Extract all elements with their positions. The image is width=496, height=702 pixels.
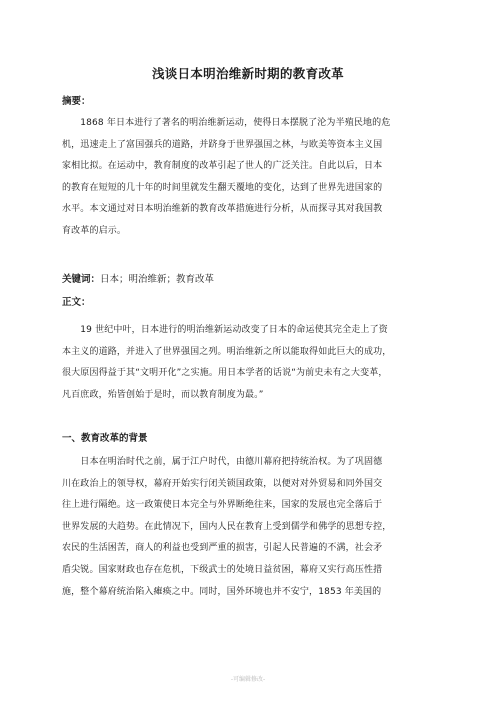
- text-line: 往上进行隔绝。这一政策使日本完全与外界断绝往来，国家的发展也完全落后于: [62, 500, 383, 511]
- text-line: 机，迅速走上了富国强兵的道路，并跻身于世界强国之林，与欧美等资本主义国: [62, 139, 383, 150]
- text-line: 很大原因得益于其“文明开化”之实施。用日本学者的话说“为前史未有之大变革，: [62, 368, 388, 379]
- keywords-label: 关键词：: [62, 274, 101, 285]
- intro-paragraph: [62, 320, 434, 406]
- document-title: 浅谈日本明治维新时期的教育改革: [151, 66, 344, 81]
- abstract-paragraph: [62, 113, 434, 243]
- text-line: 日本在明治时代之前，属于江户时代，由德川幕府把持统治权。为了巩固德: [62, 457, 383, 467]
- text-line: 育改革的启示。: [62, 225, 127, 236]
- page-footer: -可编辑修改-: [230, 676, 266, 683]
- text-line: 农民的生活困苦，商人的利益也受到严重的损害，引起人民普遍的不满，社会矛: [62, 543, 383, 554]
- text-line: 的教育在短短的几十年的时间里就发生翻天覆地的变化，达到了世界先进国家的: [62, 182, 383, 193]
- text-line: 家相比拟。在运动中，教育制度的改革引起了世人的广泛关注。自此以后，日本: [62, 161, 383, 172]
- text-line: 施，整个幕府统治陷入瘫痪之中。同时，国外环境也并不安宁，1853 年美国的: [62, 586, 382, 597]
- abstract-label: 摘要：: [62, 96, 91, 107]
- section-heading: 一、教育改革的背景: [62, 433, 148, 444]
- keywords-line: [62, 271, 214, 285]
- text-line: 本主义的道路，并进入了世界强国之列。明治维新之所以能取得如此巨大的成功，: [62, 346, 392, 357]
- text-line: 19 世纪中叶，日本进行的明治维新运动改变了日本的命运使其完全走上了资: [62, 325, 388, 335]
- text-line: 盾尖锐。国家财政也存在危机，下级武士的处境日益贫困，幕府又实行高压性措: [62, 564, 383, 575]
- body-label: 正文：: [62, 297, 91, 308]
- text-line: 水平。本文通过对日本明治维新的教育改革措施进行分析，从而探寻其对我国教: [62, 204, 383, 215]
- keywords-value: 日本；明治维新；教育改革: [100, 274, 215, 285]
- text-line: 凡百庶政，殆皆创始于是时，而以教育制度为最。”: [62, 389, 264, 400]
- section1-paragraph: [62, 452, 434, 603]
- text-line: 川在政治上的领导权，幕府开始实行闭关锁国政策，以便对对外贸易和同外国交: [62, 478, 383, 489]
- text-line: 世界发展的大趋势。在此情况下，国内人民在教育上受到儒学和佛学的思想专控，: [62, 521, 392, 532]
- text-line: 1868 年日本进行了著名的明治维新运动，使得日本摆脱了沦为半殖民地的危: [62, 118, 391, 128]
